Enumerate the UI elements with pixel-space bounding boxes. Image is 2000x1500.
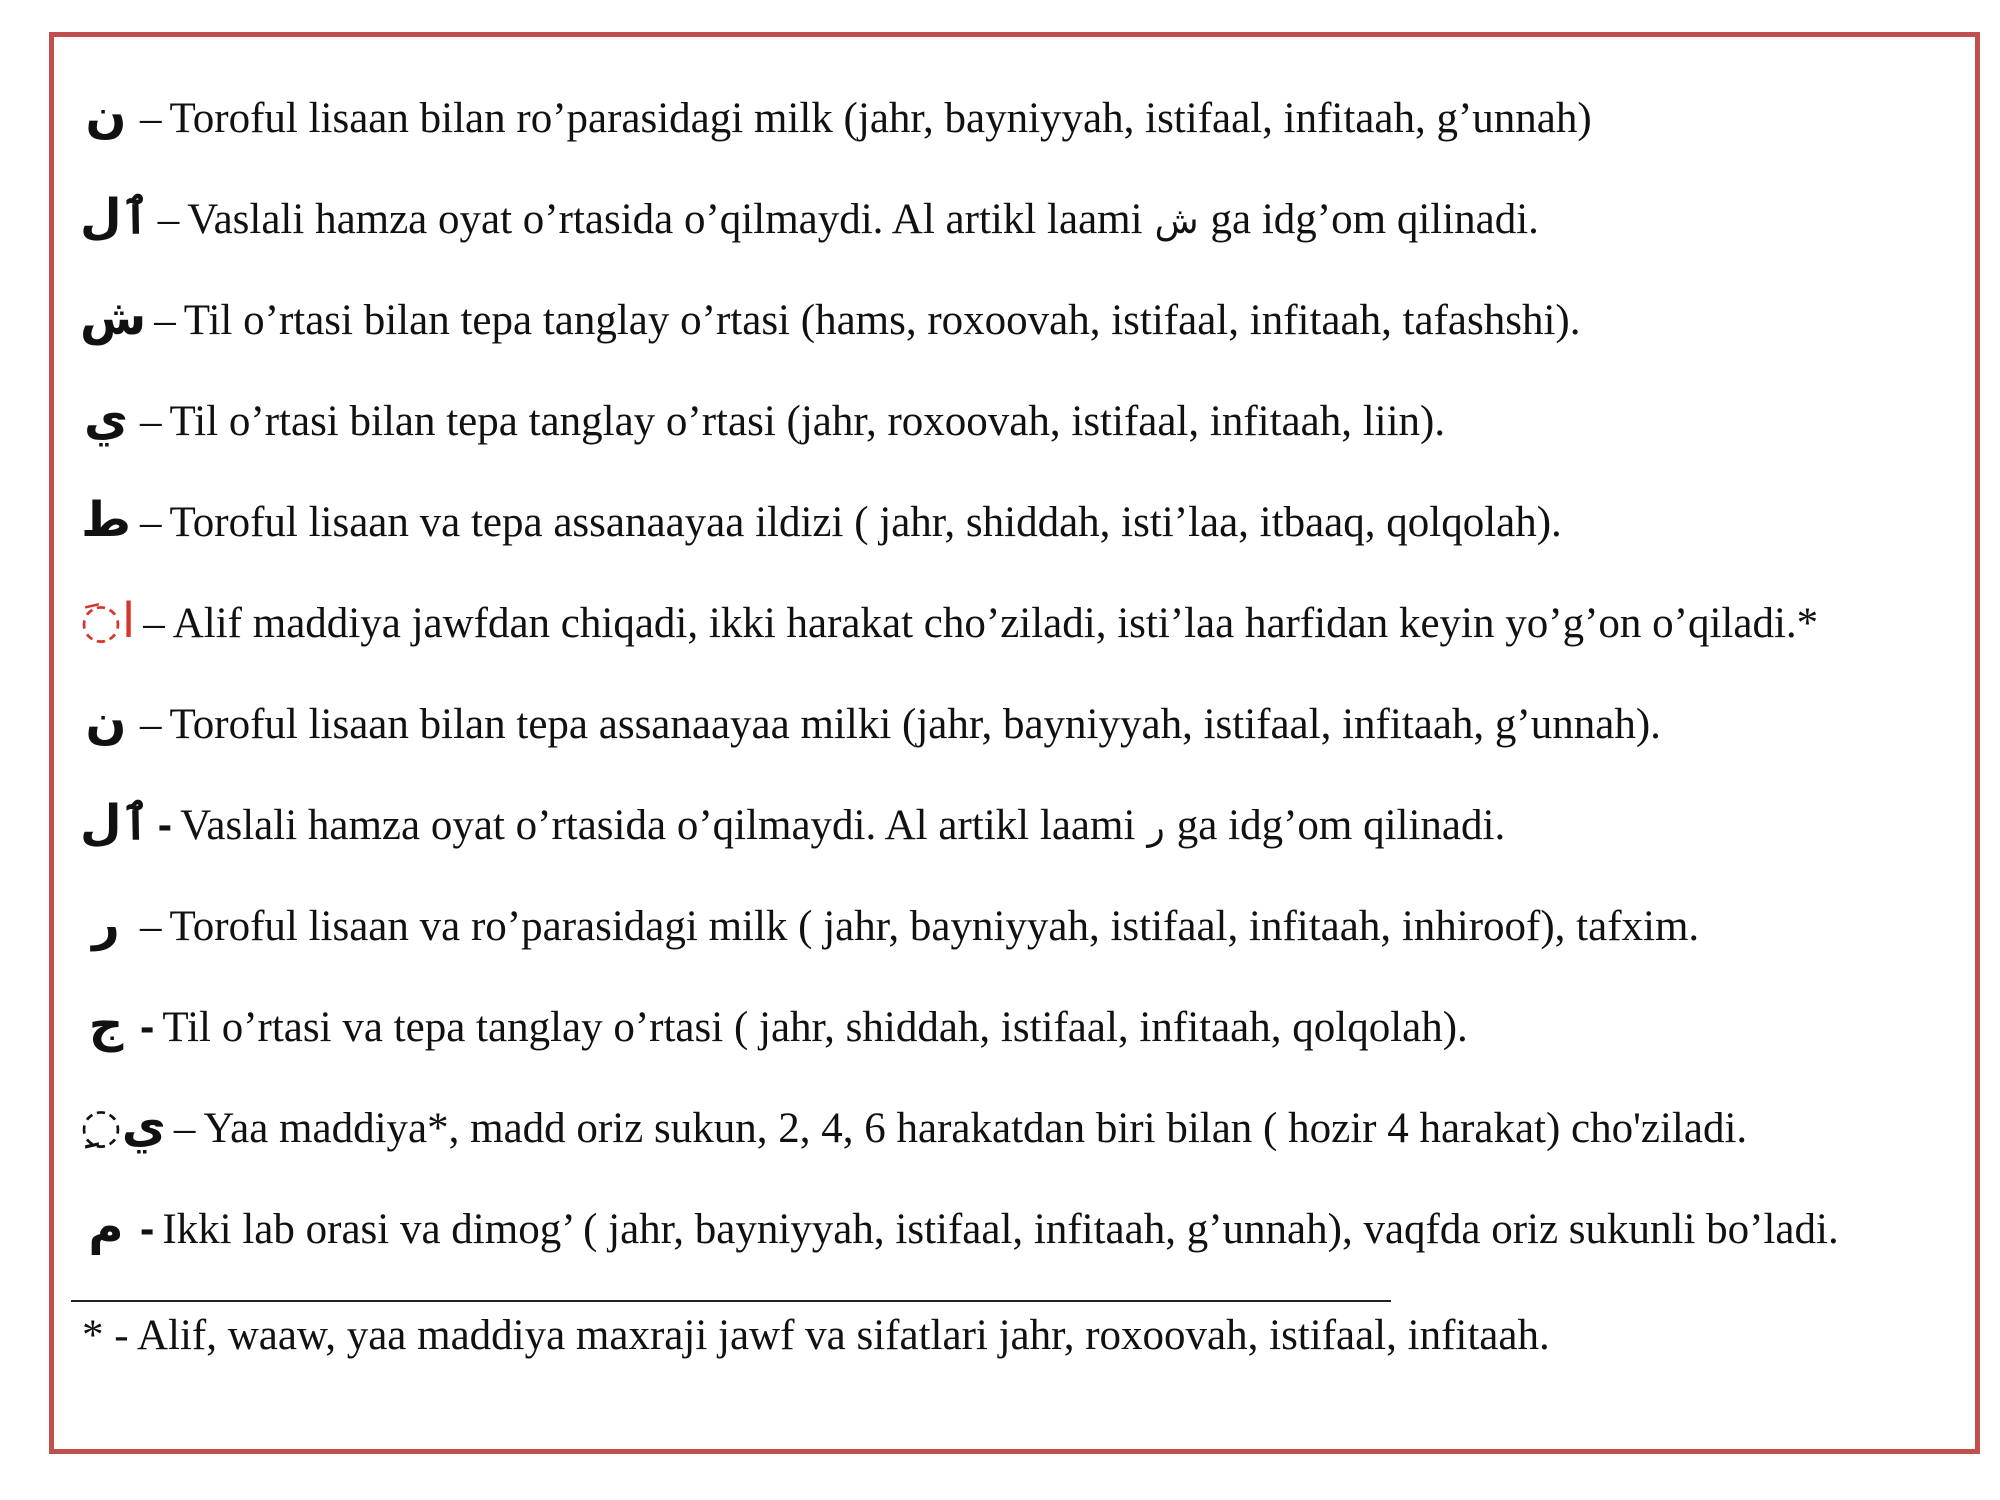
arabic-letter: ي [84, 391, 128, 447]
arabic-letter-alif-maddiya: ◌َا [80, 593, 136, 649]
dash: – [140, 398, 162, 445]
list-item [80, 167, 1960, 268]
list-item [80, 369, 1960, 470]
arabic-letter: ن [85, 88, 127, 144]
list-item [80, 672, 1960, 773]
dash: – [154, 297, 176, 344]
description-text: Toroful lisaan va ro’parasidagi milk ( jahr, bayniyyah, istifaal, infitaah, inhiroof), tafxim. [169, 903, 1700, 950]
description-text: Yaa maddiya*, madd oriz sukun, 2, 4, 6 harakatdan biri bilan ( hozir 4 harakat) cho'ziladi. [203, 1105, 1748, 1152]
arabic-letter: ج [88, 997, 124, 1053]
arabic-letter: ◌ِي [80, 1098, 166, 1154]
dash: – [157, 196, 180, 243]
description-text-end: ga idg’om qilinadi. [1176, 802, 1506, 849]
dash: – [140, 95, 162, 142]
description-text: Toroful lisaan bilan tepa assanaayaa milki (jahr, bayniyyah, istifaal, infitaah, g’unnah). [169, 701, 1661, 748]
arabic-letter: ٱل [80, 795, 150, 851]
dash: – [173, 1105, 196, 1152]
description-text: Til o’rtasi va tepa tanglay o’rtasi ( jahr, shiddah, istifaal, infitaah, qolqolah). [162, 1004, 1468, 1051]
arabic-letter: ٱل [80, 189, 150, 245]
description-text-end: ga idg’om qilinadi. [1210, 196, 1539, 243]
list-item [80, 975, 1960, 1076]
footnote: * - Alif, waaw, yaa maddiya maxraji jawf va sifatlari jahr, roxoovah, istifaal, infitaah. [82, 1312, 1550, 1359]
description-text: Ikki lab orasi va dimog’ ( jahr, bayniyyah, istifaal, infitaah, g’unnah), vaqfda oriz sukunli bo’ladi. [162, 1206, 1839, 1253]
dash: - [140, 1003, 155, 1051]
letter-description-list [80, 66, 1960, 1278]
arabic-letter: ط [81, 492, 131, 548]
list-item [80, 1076, 1960, 1177]
list-item [80, 66, 1960, 167]
description-text: Toroful lisaan bilan ro’parasidagi milk (jahr, bayniyyah, istifaal, infitaah, g’unnah) [169, 95, 1592, 142]
arabic-letter: ن [85, 694, 127, 750]
list-item [80, 470, 1960, 571]
arabic-letter: ر [92, 896, 120, 952]
description-text: Vaslali hamza oyat o’rtasida o’qilmaydi. Al artikl laami [187, 196, 1143, 243]
description-text: Til o’rtasi bilan tepa tanglay o’rtasi (hams, roxoovah, istifaal, infitaah, tafashshi). [183, 297, 1581, 344]
dash: - [140, 1205, 155, 1253]
list-item [80, 773, 1960, 874]
list-item [80, 571, 1960, 672]
description-text: Til o’rtasi bilan tepa tanglay o’rtasi (jahr, roxoovah, istifaal, infitaah, liin). [169, 398, 1446, 445]
list-item [80, 1177, 1960, 1278]
inline-arabic-letter: ش [1154, 201, 1199, 242]
list-item [80, 874, 1960, 975]
footnote-divider [71, 1300, 1391, 1302]
dash: – [140, 499, 162, 546]
dash: – [143, 600, 165, 647]
dash: – [140, 701, 162, 748]
dash: – [140, 903, 162, 950]
description-text: Toroful lisaan va tepa assanaayaa ildizi ( jahr, shiddah, isti’laa, itbaaq, qolqolah). [169, 499, 1562, 546]
arabic-letter: ش [80, 290, 147, 346]
description-text: Vaslali hamza oyat o’rtasida o’qilmaydi. Al artikl laami [180, 802, 1136, 849]
dash: - [157, 801, 173, 849]
arabic-letter: م [88, 1199, 124, 1255]
list-item [80, 268, 1960, 369]
inline-arabic-letter: ر [1147, 807, 1165, 848]
description-text: Alif maddiya jawfdan chiqadi, ikki harakat cho’ziladi, isti’laa harfidan keyin yo’g’on o’qiladi.* [172, 600, 1819, 647]
